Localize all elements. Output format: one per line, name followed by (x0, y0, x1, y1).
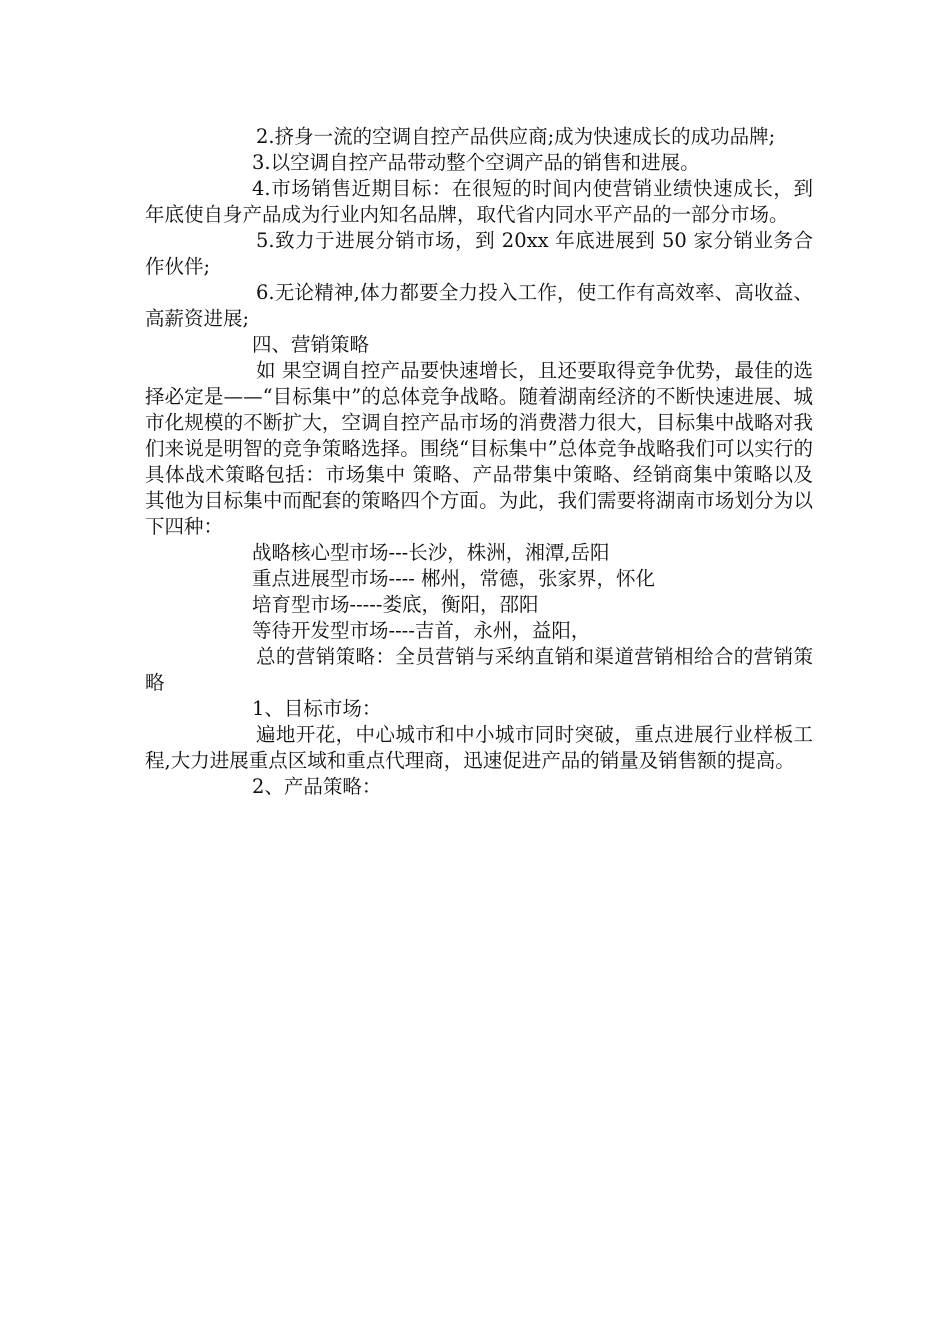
subheading-target-market: 1、目标市场： (252, 697, 382, 720)
document-body (145, 124, 813, 800)
paragraph-strategy-overview: 如 果空调自控产品要快速增长，且还要取得竞争优势，最佳的选择必定是——“目标集中”的总体竞争战略。随着湖南经济的不断快速进展、城市化规模的不断扩大，空调自控产品市场的消费潜力很大，目标集中战略对我们来说是明智的竞争策略选择。围绕“目标集中”总体竞争战略我们可以实行的具体战术策略包括：市场集中 策略、产品带集中策略、经销商集中策略以及其他为目标集中而配套的策略四个方面。为此，我们需要将湖南市场划分为以下四种： (145, 359, 813, 538)
paragraph-goal-5: 5.致力于进展分销市场，到 20xx 年底进展到 50 家分销业务合作伙伴; (145, 229, 813, 278)
paragraph-goal-3: 3.以空调自控产品带动整个空调产品的销售和进展。 (252, 151, 700, 174)
paragraph-target-market: 遍地开花，中心城市和中小城市同时突破，重点进展行业样板工程,大力进展重点区域和重点代理商，迅速促进产品的销量及销售额的提高。 (145, 723, 813, 772)
list-item-pending-market: 等待开发型市场----吉首，永州，益阳， (252, 619, 591, 642)
subheading-product-strategy: 2、产品策略： (252, 775, 382, 798)
list-item-cultivation-market: 培育型市场-----娄底，衡阳，邵阳 (252, 593, 539, 616)
paragraph-goal-4: 4.市场销售近期目标：在很短的时间内使营销业绩快速成长，到年底使自身产品成为行业内知名品牌，取代省内同水平产品的一部分市场。 (145, 177, 813, 226)
list-item-key-development-market: 重点进展型市场---- 郴州，常德，张家界，怀化 (252, 567, 656, 590)
list-item-core-market: 战略核心型市场---长沙，株洲，湘潭,岳阳 (252, 541, 610, 564)
section-heading-marketing-strategy: 四、营销策略 (252, 333, 370, 356)
paragraph-overall-strategy: 总的营销策略：全员营销与采纳直销和渠道营销相给合的营销策略 (145, 645, 813, 694)
paragraph-goal-6: 6.无论精神,体力都要全力投入工作，使工作有高效率、高收益、高薪资进展; (145, 281, 813, 330)
paragraph-goal-2: 2.挤身一流的空调自控产品供应商;成为快速成长的成功品牌; (256, 125, 776, 148)
